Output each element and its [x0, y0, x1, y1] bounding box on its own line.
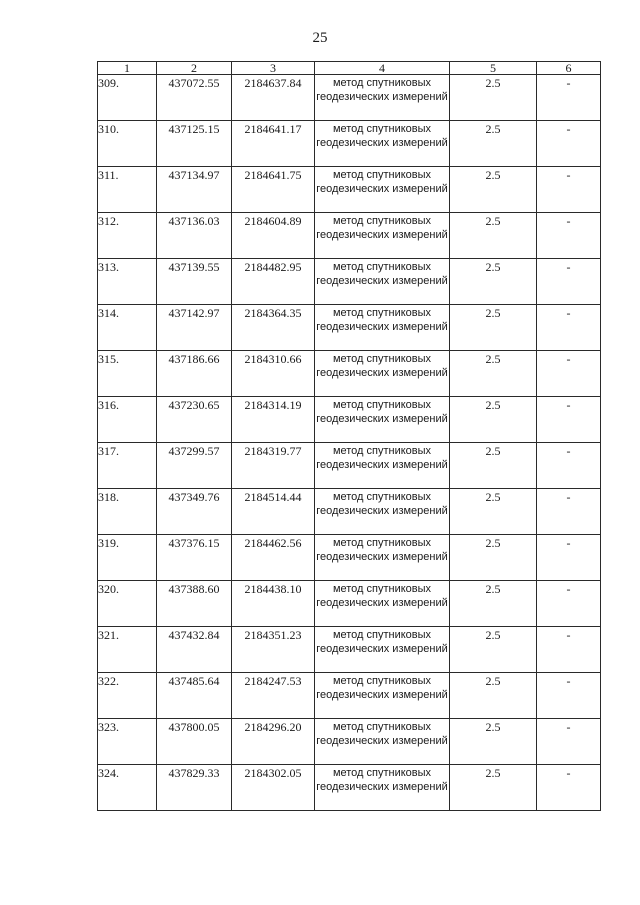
table-row: [98, 213, 601, 259]
accuracy-cell: 2.5: [450, 167, 537, 213]
x-coordinate-cell: 437072.55: [157, 75, 232, 121]
table-row: [98, 259, 601, 305]
method-cell: метод спутниковых геодезических измерений: [315, 443, 450, 489]
x-coordinate-cell: 437432.84: [157, 627, 232, 673]
accuracy-cell: 2.5: [450, 535, 537, 581]
x-coordinate-cell: 437186.66: [157, 351, 232, 397]
point-number-cell: 318.: [98, 489, 157, 535]
x-coordinate-cell: 437142.97: [157, 305, 232, 351]
description-cell: -: [537, 167, 601, 213]
x-coordinate-cell: 437125.15: [157, 121, 232, 167]
x-coordinate-cell: 437800.05: [157, 719, 232, 765]
x-coordinate-cell: 437136.03: [157, 213, 232, 259]
x-coordinate-cell: 437134.97: [157, 167, 232, 213]
method-cell: метод спутниковых геодезических измерений: [315, 351, 450, 397]
point-number-cell: 313.: [98, 259, 157, 305]
table-row: [98, 167, 601, 213]
accuracy-cell: 2.5: [450, 305, 537, 351]
method-cell: метод спутниковых геодезических измерений: [315, 259, 450, 305]
x-coordinate-cell: 437230.65: [157, 397, 232, 443]
description-cell: -: [537, 259, 601, 305]
method-cell: метод спутниковых геодезических измерений: [315, 581, 450, 627]
table-row: [98, 719, 601, 765]
y-coordinate-cell: 2184604.89: [232, 213, 315, 259]
table-header: [98, 62, 601, 75]
table-row: [98, 351, 601, 397]
point-number-cell: 314.: [98, 305, 157, 351]
description-cell: -: [537, 213, 601, 259]
table-row: [98, 305, 601, 351]
x-coordinate-cell: 437485.64: [157, 673, 232, 719]
accuracy-cell: 2.5: [450, 121, 537, 167]
description-cell: -: [537, 121, 601, 167]
description-cell: -: [537, 673, 601, 719]
method-cell: метод спутниковых геодезических измерений: [315, 121, 450, 167]
y-coordinate-cell: 2184438.10: [232, 581, 315, 627]
point-number-cell: 323.: [98, 719, 157, 765]
point-number-cell: 316.: [98, 397, 157, 443]
table-row: [98, 535, 601, 581]
method-cell: метод спутниковых геодезических измерений: [315, 213, 450, 259]
method-cell: метод спутниковых геодезических измерений: [315, 765, 450, 811]
description-cell: -: [537, 765, 601, 811]
description-cell: -: [537, 305, 601, 351]
point-number-cell: 310.: [98, 121, 157, 167]
accuracy-cell: 2.5: [450, 673, 537, 719]
y-coordinate-cell: 2184364.35: [232, 305, 315, 351]
table-body: [98, 75, 601, 811]
table-row: [98, 581, 601, 627]
description-cell: -: [537, 489, 601, 535]
point-number-cell: 324.: [98, 765, 157, 811]
description-cell: -: [537, 75, 601, 121]
accuracy-cell: 2.5: [450, 213, 537, 259]
x-coordinate-cell: 437139.55: [157, 259, 232, 305]
point-number-cell: 320.: [98, 581, 157, 627]
table-row: [98, 765, 601, 811]
accuracy-cell: 2.5: [450, 75, 537, 121]
header-row: [98, 62, 601, 75]
y-coordinate-cell: 2184302.05: [232, 765, 315, 811]
table-row: [98, 397, 601, 443]
accuracy-cell: 2.5: [450, 259, 537, 305]
y-coordinate-cell: 2184314.19: [232, 397, 315, 443]
point-number-cell: 321.: [98, 627, 157, 673]
description-cell: -: [537, 351, 601, 397]
y-coordinate-cell: 2184296.20: [232, 719, 315, 765]
x-coordinate-cell: 437829.33: [157, 765, 232, 811]
table-row: [98, 443, 601, 489]
y-coordinate-cell: 2184641.75: [232, 167, 315, 213]
column-header: 1: [98, 62, 157, 75]
method-cell: метод спутниковых геодезических измерений: [315, 167, 450, 213]
y-coordinate-cell: 2184514.44: [232, 489, 315, 535]
y-coordinate-cell: 2184462.56: [232, 535, 315, 581]
column-header: 3: [232, 62, 315, 75]
accuracy-cell: 2.5: [450, 765, 537, 811]
point-number-cell: 311.: [98, 167, 157, 213]
description-cell: -: [537, 627, 601, 673]
column-header: 4: [315, 62, 450, 75]
point-number-cell: 319.: [98, 535, 157, 581]
table-row: [98, 75, 601, 121]
point-number-cell: 322.: [98, 673, 157, 719]
description-cell: -: [537, 443, 601, 489]
method-cell: метод спутниковых геодезических измерений: [315, 627, 450, 673]
method-cell: метод спутниковых геодезических измерений: [315, 673, 450, 719]
method-cell: метод спутниковых геодезических измерений: [315, 75, 450, 121]
table-row: [98, 673, 601, 719]
page-number: 25: [312, 30, 328, 46]
accuracy-cell: 2.5: [450, 397, 537, 443]
accuracy-cell: 2.5: [450, 443, 537, 489]
y-coordinate-cell: 2184641.17: [232, 121, 315, 167]
method-cell: метод спутниковых геодезических измерений: [315, 397, 450, 443]
method-cell: метод спутниковых геодезических измерений: [315, 535, 450, 581]
column-header: 5: [450, 62, 537, 75]
table-row: [98, 489, 601, 535]
column-header: 2: [157, 62, 232, 75]
description-cell: -: [537, 397, 601, 443]
y-coordinate-cell: 2184482.95: [232, 259, 315, 305]
accuracy-cell: 2.5: [450, 351, 537, 397]
accuracy-cell: 2.5: [450, 581, 537, 627]
point-number-cell: 309.: [98, 75, 157, 121]
table-row: [98, 627, 601, 673]
coordinates-table: [97, 61, 601, 811]
y-coordinate-cell: 2184351.23: [232, 627, 315, 673]
y-coordinate-cell: 2184637.84: [232, 75, 315, 121]
method-cell: метод спутниковых геодезических измерений: [315, 305, 450, 351]
x-coordinate-cell: 437388.60: [157, 581, 232, 627]
table-row: [98, 121, 601, 167]
point-number-cell: 317.: [98, 443, 157, 489]
description-cell: -: [537, 581, 601, 627]
point-number-cell: 315.: [98, 351, 157, 397]
y-coordinate-cell: 2184310.66: [232, 351, 315, 397]
x-coordinate-cell: 437349.76: [157, 489, 232, 535]
x-coordinate-cell: 437299.57: [157, 443, 232, 489]
point-number-cell: 312.: [98, 213, 157, 259]
column-header: 6: [537, 62, 601, 75]
description-cell: -: [537, 535, 601, 581]
x-coordinate-cell: 437376.15: [157, 535, 232, 581]
y-coordinate-cell: 2184247.53: [232, 673, 315, 719]
accuracy-cell: 2.5: [450, 719, 537, 765]
accuracy-cell: 2.5: [450, 489, 537, 535]
accuracy-cell: 2.5: [450, 627, 537, 673]
method-cell: метод спутниковых геодезических измерений: [315, 489, 450, 535]
description-cell: -: [537, 719, 601, 765]
method-cell: метод спутниковых геодезических измерений: [315, 719, 450, 765]
y-coordinate-cell: 2184319.77: [232, 443, 315, 489]
